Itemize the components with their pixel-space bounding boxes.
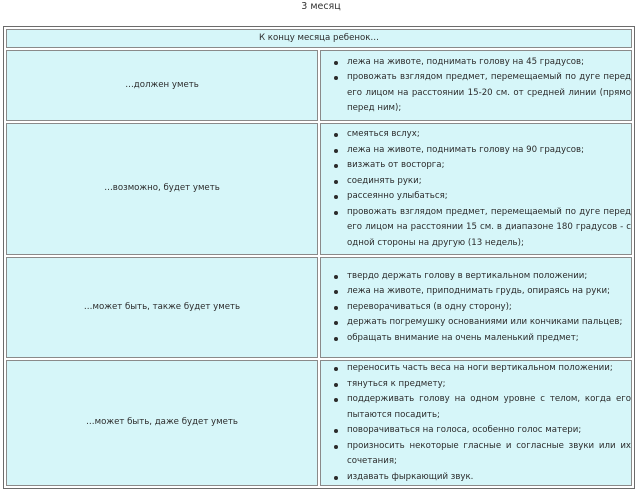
bullet-icon [334, 290, 338, 294]
list-item [347, 439, 631, 470]
bullet-icon [334, 61, 338, 65]
list-item-text: держать погремушку основаниями или кончиками пальцев; [347, 317, 623, 328]
bullet-icon [334, 275, 338, 279]
list-item [347, 331, 631, 347]
row-items [320, 123, 632, 255]
list-item-text: лежа на животе, поднимать голову на 45 градусов; [347, 56, 585, 67]
list-item-text: смеяться вслух; [347, 129, 420, 139]
list-item-text: переворачиваться (в одну сторону); [347, 301, 512, 312]
bullet-icon [334, 337, 338, 341]
list-item [347, 423, 631, 439]
list-item [347, 158, 631, 174]
bullet-icon [334, 321, 338, 325]
bullet-icon [334, 398, 338, 402]
row-label: …должен уметь [6, 50, 318, 121]
list-item [347, 470, 631, 486]
list-item-text: визжать от восторга; [347, 160, 445, 170]
table-header: К концу месяца ребенок… [6, 29, 632, 48]
bullet-icon [334, 383, 338, 387]
list-item-text: поддерживать голову на одном уровне с телом, когда его пытаются посадить; [347, 394, 631, 420]
list-item [347, 205, 631, 252]
bullet-icon [334, 76, 338, 80]
row-items [320, 50, 632, 121]
list-item-text: рассеянно улыбаться; [347, 191, 448, 201]
list-item-text: произносить некоторые гласные и согласные звуки или их сочетания; [347, 440, 631, 466]
list-item-text: переносить часть веса на ноги вертикальном положении; [347, 363, 613, 373]
bullet-icon [334, 149, 338, 153]
skill-list [321, 269, 631, 347]
page-caption: 3 месяц [301, 1, 341, 12]
list-item-text: провожать взглядом предмет, перемещаемый по дуге перед его лицом на расстоянии 15 см. в диапазоне 180 градусов - с одной стороны на другую (13 недель); [347, 206, 631, 248]
list-item [347, 143, 631, 159]
bullet-icon [334, 445, 338, 449]
bullet-icon [334, 367, 338, 371]
skill-list [321, 361, 631, 485]
list-item-text: лежа на животе, приподнимать грудь, опираясь на руки; [347, 286, 611, 297]
list-item [347, 315, 631, 331]
skill-list [321, 127, 631, 251]
list-item-text: издавать фыркающий звук. [347, 471, 474, 482]
list-item [347, 269, 631, 285]
row-items [320, 257, 632, 358]
bullet-icon [334, 476, 338, 480]
table-row [6, 123, 632, 255]
list-item [347, 127, 631, 143]
list-item-text: соединять руки; [347, 175, 422, 186]
bullet-icon [334, 306, 338, 310]
list-item [347, 284, 631, 300]
list-item [347, 300, 631, 316]
table-row [6, 360, 632, 486]
skill-list [321, 55, 631, 117]
list-item [347, 189, 631, 205]
list-item [347, 55, 631, 71]
list-item [347, 174, 631, 190]
row-items [320, 360, 632, 486]
list-item-text: лежа на животе, поднимать голову на 90 градусов; [347, 144, 585, 155]
table-header-row [6, 29, 632, 48]
list-item [347, 70, 631, 117]
bullet-icon [334, 429, 338, 433]
list-item [347, 392, 631, 423]
bullet-icon [334, 164, 338, 168]
list-item [347, 377, 631, 393]
table-row [6, 257, 632, 358]
development-table [3, 26, 635, 489]
row-label: …может быть, также будет уметь [6, 257, 318, 358]
row-label: …может быть, даже будет уметь [6, 360, 318, 486]
list-item-text: тянуться к предмету; [347, 378, 446, 389]
list-item-text: провожать взглядом предмет, перемещаемый по дуге перед его лицом на расстоянии 15-20 см. от средней линии (прямо перед ним); [347, 72, 631, 113]
list-item [347, 361, 631, 377]
bullet-icon [334, 211, 338, 215]
list-item-text: твердо держать голову в вертикальном положении; [347, 270, 588, 281]
list-item-text: поворачиваться на голоса, особенно голос матери; [347, 425, 582, 435]
bullet-icon [334, 133, 338, 137]
list-item-text: обращать внимание на очень маленький предмет; [347, 332, 579, 343]
table-row [6, 50, 632, 121]
bullet-icon [334, 195, 338, 199]
row-label: …возможно, будет уметь [6, 123, 318, 255]
bullet-icon [334, 180, 338, 184]
